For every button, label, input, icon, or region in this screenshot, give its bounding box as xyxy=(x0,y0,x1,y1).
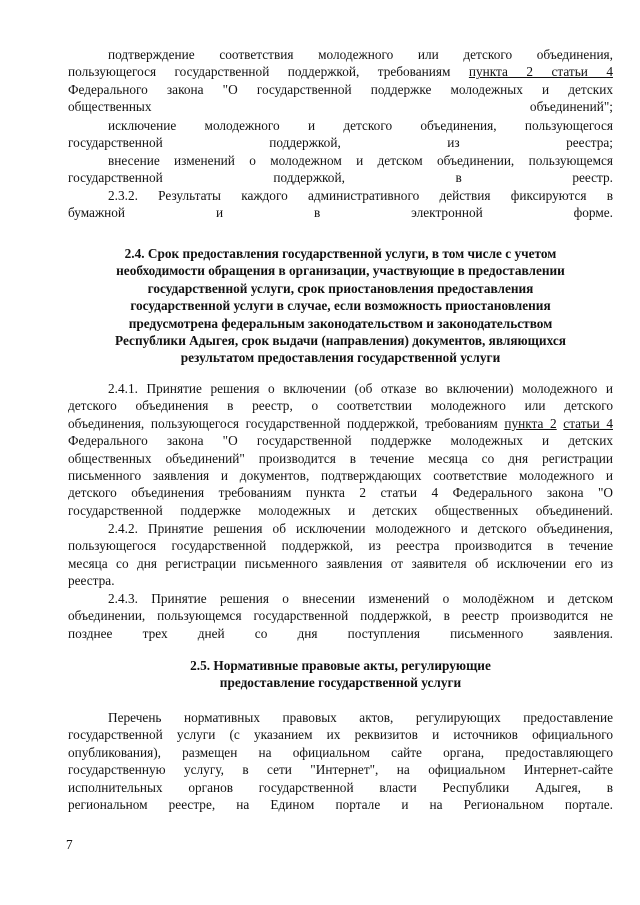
paragraph-2-5: Перечень нормативных правовых актов, регулирующих предоставление государственной услуги (с указанием их реквизитов и источников официального опубликования), размещен на официальном сайте органа, предоставляющего государственную услугу, в сети "Интернет", на официальном Интернет-сайте исполнительных органов государственной власти Республики Адыгея, в региональном реестре, на Едином портале и на Региональном портале. xyxy=(68,710,613,813)
section-heading-2-5: 2.5. Нормативные правовые акты, регулирующие предоставление государственной услуги xyxy=(190,658,491,691)
page-number: 7 xyxy=(66,837,73,852)
law-reference-link-point[interactable]: пункта 2 xyxy=(504,415,557,431)
paragraph-2-4-1 xyxy=(68,380,613,519)
paragraph-text: 2.4.1. Принятие решения о включении (об отказе во включении) молодежного и детского объединения в реестр, о соответствии молодежного или детского объединения, пользующегося государственной поддержкой, требованиям xyxy=(68,381,613,431)
paragraph-exclusion: исключение молодежного и детского объединения, пользующегося государственной поддержкой, из реестра; xyxy=(68,118,613,151)
paragraph-2-4-2: 2.4.2. Принятие решения об исключении молодежного и детского объединения, пользующегося государственной поддержкой, из реестра производится в течение месяца со дня регистрации письменного заявления от заявителя об исключении его из реестра. xyxy=(68,521,613,589)
paragraph-text: подтверждение соответствия молодежного или детского объединения, пользующегося государственной поддержкой, требованиям xyxy=(68,47,613,80)
paragraph-text-tail: Федерального закона "О государственной поддержке молодежных и детских общественных объединений" производится в течение месяца со дня регистрации письменного заявления и документов, подтверждающих соответствие молодежного и детского объединения требованиям пункта 2 статьи 4 Федерального закона "О государственной поддержке молодежных и детских общественных объединений. xyxy=(68,433,613,518)
law-reference-link[interactable]: пункта 2 статьи 4 xyxy=(468,64,613,80)
paragraph-changes: внесение изменений о молодежном и детском объединении, пользующемся государственной поддержкой, в реестр. xyxy=(68,153,613,186)
paragraph-2-3-2: 2.3.2. Результаты каждого административного действия фиксируются в бумажной и в электронной форме. xyxy=(68,188,613,221)
paragraph-2-4-3: 2.4.3. Принятие решения о внесении изменений о молодёжном и детском объединении, пользующемся государственной поддержкой, в реестр производится не позднее трех дней со дня поступления письменного заявления. xyxy=(68,591,613,641)
section-heading-2-4: 2.4. Срок предоставления государственной услуги, в том числе с учетом необходимости обращения в организации, участвующие в предоставлении государственной услуги, срок приостановления предоставления государственной услуги в случае, если возможность приостановления предусмотрена федеральным законодательством и законодательством Республики Адыгея, срок выдачи (направления) документов, являющихся результатом предоставления государственной услуги xyxy=(115,246,566,366)
law-reference-link-article[interactable]: статьи 4 xyxy=(563,415,613,431)
paragraph-confirmation xyxy=(68,46,613,116)
paragraph-text-tail: Федерального закона "О государственной поддержке молодежных и детских общественных объединений"; xyxy=(68,81,613,115)
